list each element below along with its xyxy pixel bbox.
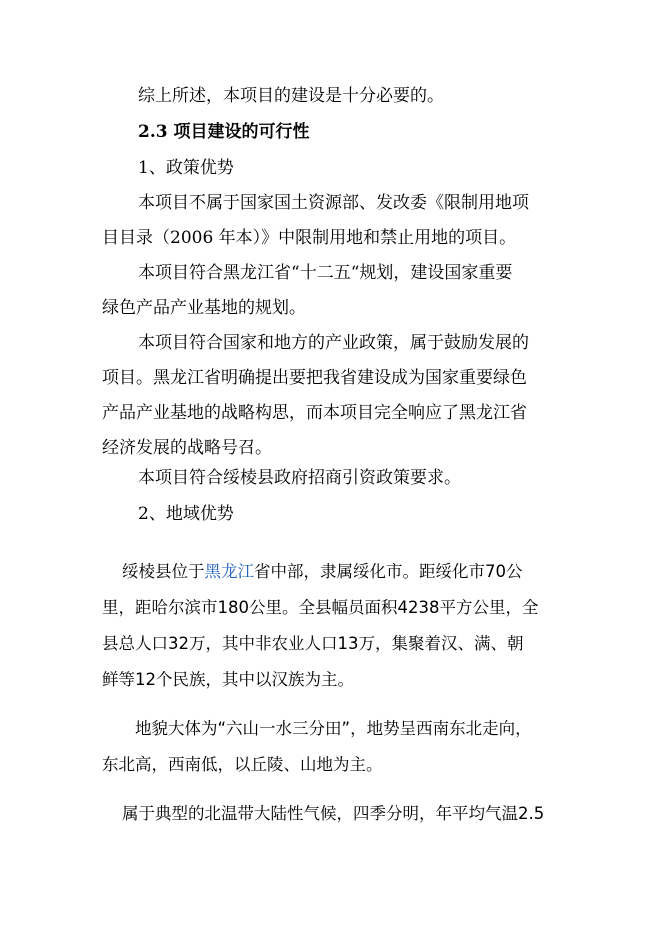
region-para2-line1: 地貌大体为“六山一水三分田”，地势呈西南东北走向，	[135, 719, 532, 738]
policy-para3-line2: 项目。黑龙江省明确提出要把我省建设成为国家重要绿色	[102, 368, 527, 388]
policy-para1-line1: 本项目不属于国家国土资源部、发改委《限制用地项	[138, 193, 529, 213]
region-para1-line4: 鲜等12个民族，其中以汉族为主。	[102, 670, 354, 689]
region-para1-line2: 里，距哈尔滨市180公里。全县幅员面积4238平方公里，全	[102, 598, 539, 617]
region-para3-line1: 属于典型的北温带大陆性气候，四季分明，年平均气温2.5	[122, 804, 545, 823]
region-para1-line1	[122, 560, 523, 584]
policy-para4: 本项目符合绥棱县政府招商引资政策要求。	[138, 468, 461, 488]
policy-para1-line2: 目目录（2006 年本）》中限制用地和禁止用地的项目。	[102, 228, 517, 248]
region-para1-line3: 县总人口32万，其中非农业人口13万，集聚着汉、满、朝	[102, 634, 524, 653]
summary-line: 综上所述，本项目的建设是十分必要的。	[138, 86, 444, 106]
heilongjiang-link[interactable]: 黑龙江	[204, 562, 254, 581]
region-heading: 2、地域优势	[138, 504, 234, 524]
region-para2-line2: 东北高，西南低，以丘陵、山地为主。	[102, 755, 383, 774]
policy-heading: 1、政策优势	[138, 158, 234, 178]
policy-para2-line1: 本项目符合黑龙江省“十二五“规划，建设国家重要	[138, 263, 513, 283]
policy-para3-line4: 经济发展的战略号召。	[102, 438, 272, 458]
region-para1-prefix: 绥棱县位于	[122, 562, 205, 581]
region-para1-suffix: 省中部，隶属绥化市。距绥化市70公	[254, 562, 523, 581]
policy-para3-line3: 产品产业基地的战略构思，而本项目完全响应了黑龙江省	[102, 403, 527, 423]
policy-para2-line2: 绿色产品产业基地的规划。	[102, 298, 306, 318]
policy-para3-line1: 本项目符合国家和地方的产业政策，属于鼓励发展的	[138, 333, 529, 353]
section-heading: 2.3 项目建设的可行性	[138, 122, 310, 142]
